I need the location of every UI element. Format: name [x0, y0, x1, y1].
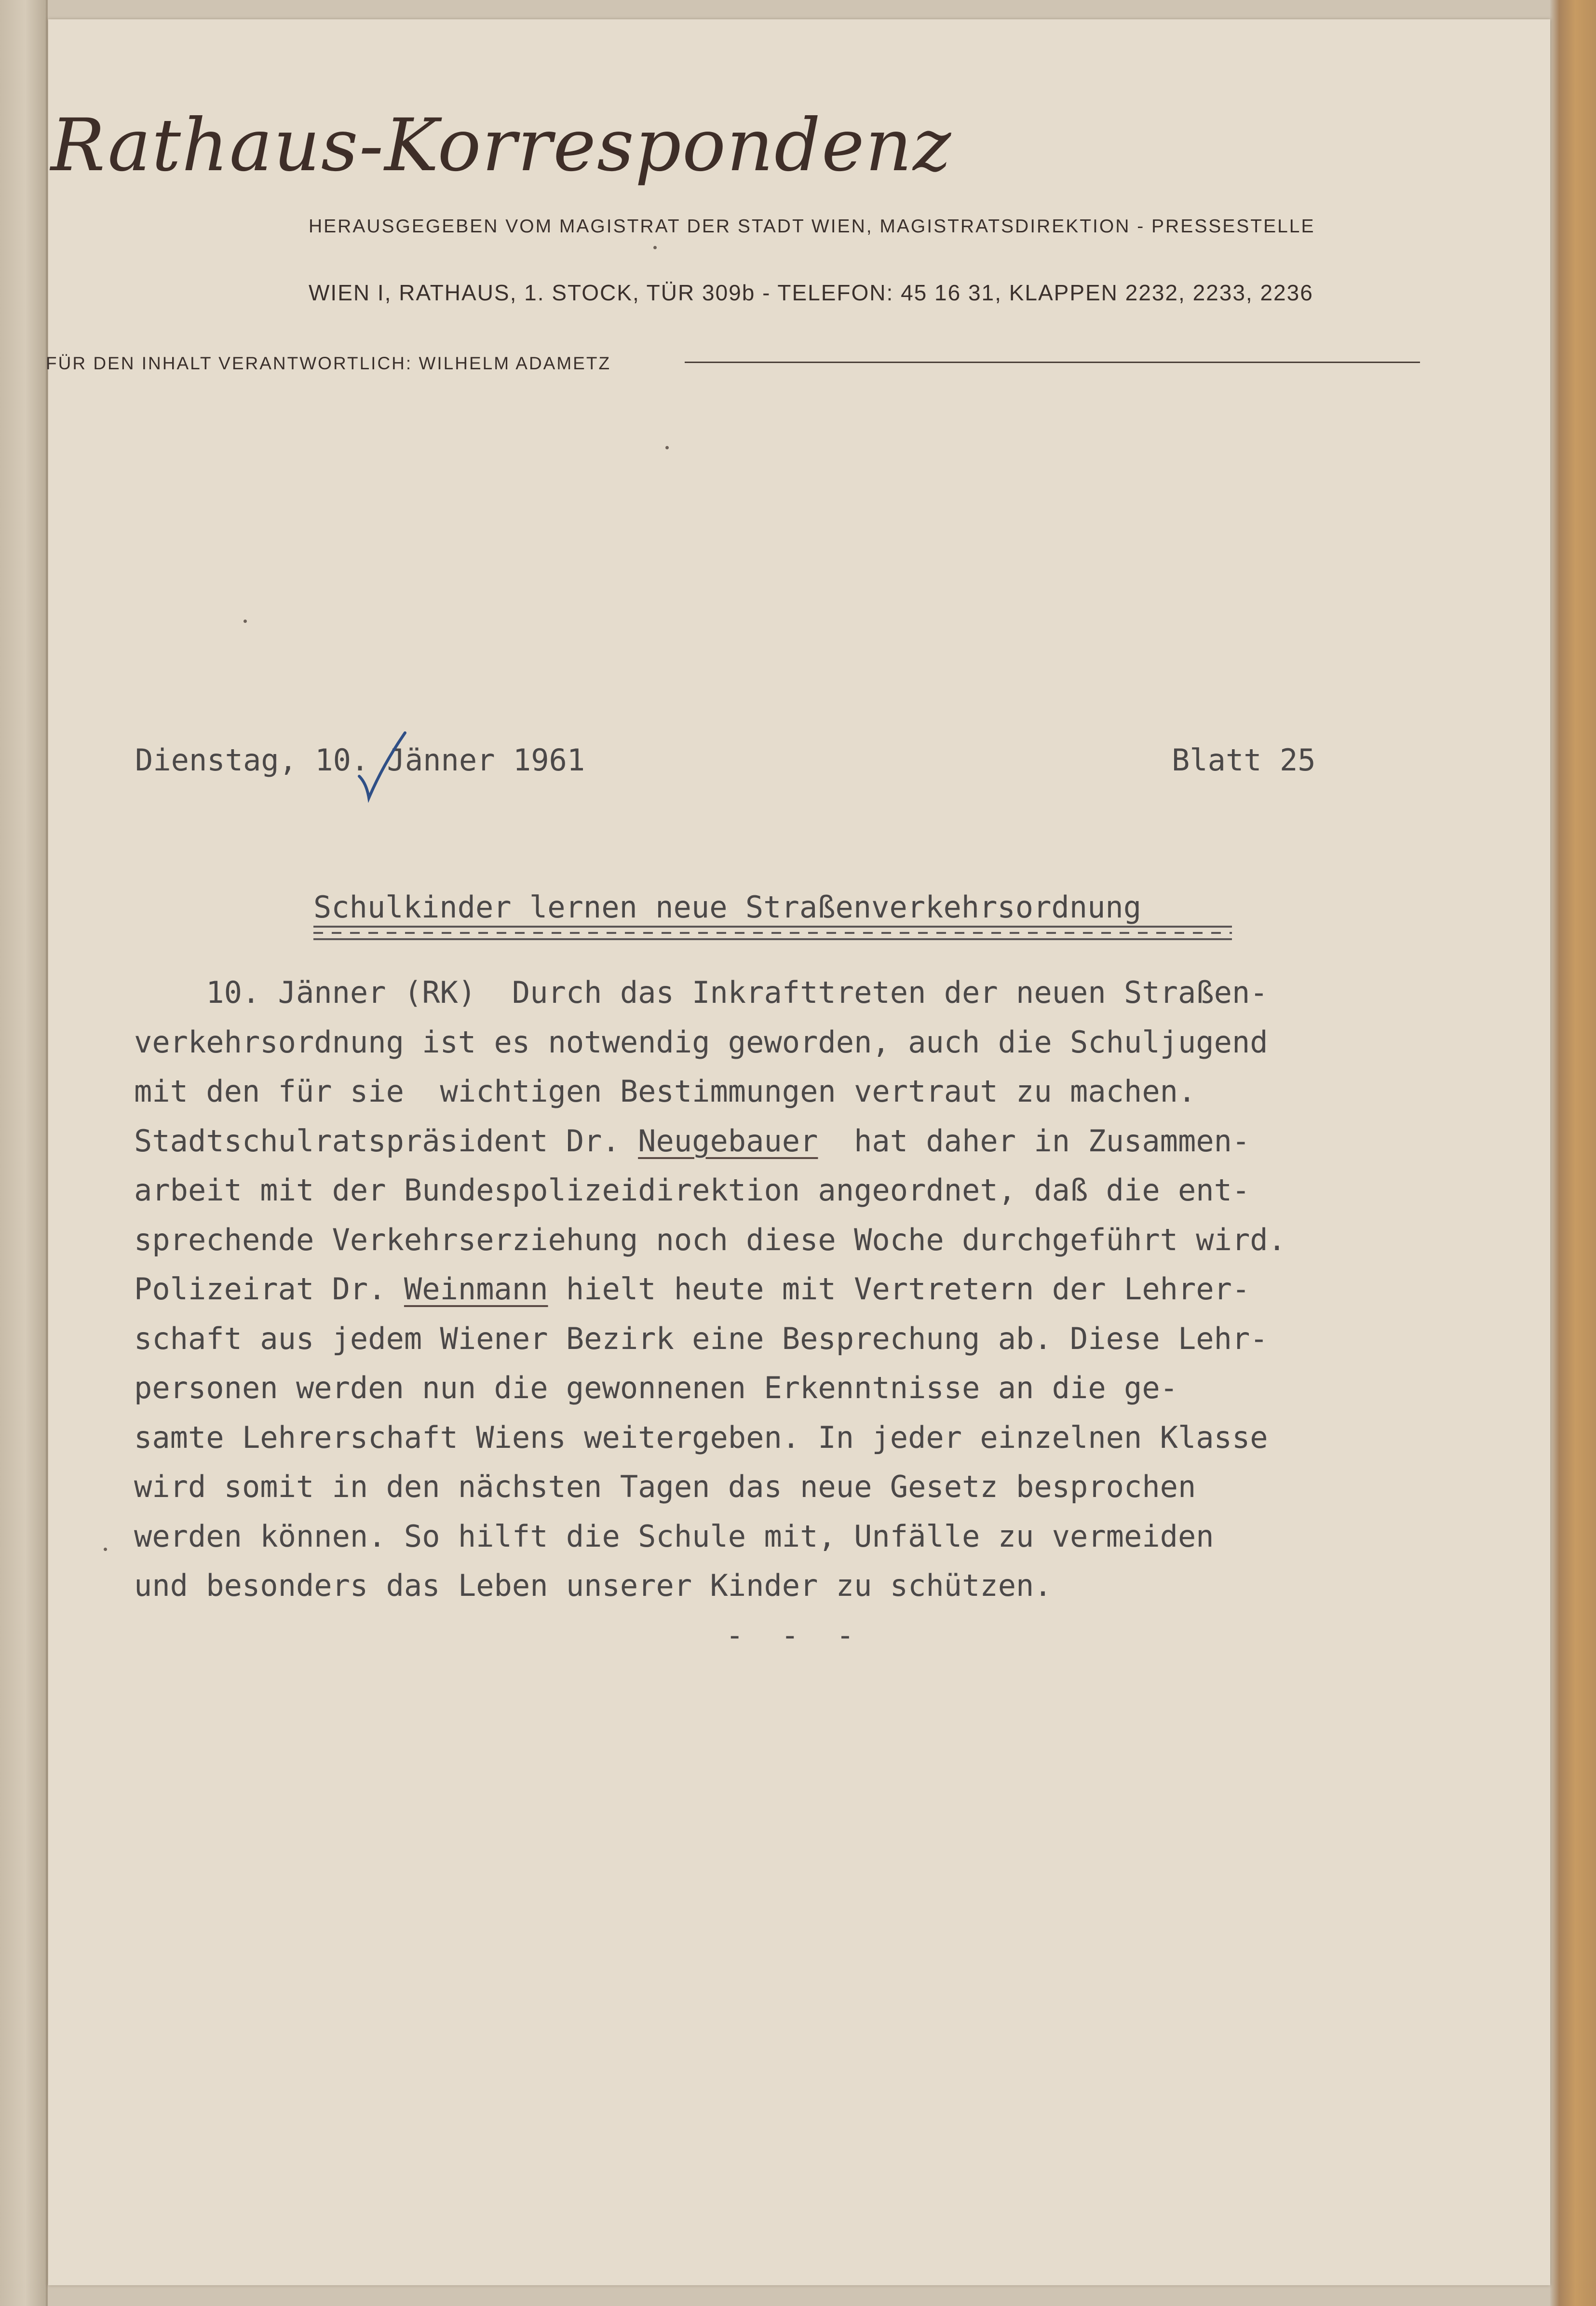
body-line — [134, 1314, 1436, 1364]
body-text-segment: Stadtschulratspräsident Dr. — [134, 1123, 638, 1159]
body-text-segment: mit den für sie wichtigen Bestimmungen vertraut zu machen. — [134, 1074, 1196, 1109]
underlined-name: Neugebauer — [638, 1123, 818, 1159]
page-number: Blatt 25 — [1172, 742, 1316, 778]
paper-speck — [665, 446, 669, 449]
body-text-segment: 10. Jänner (RK) Durch das Inkrafttreten der neuen Straßen- — [134, 975, 1268, 1010]
body-text-segment: hielt heute mit Vertretern der Lehrer- — [548, 1271, 1250, 1307]
body-text-segment: und besonders das Leben unserer Kinder zu schützen. — [134, 1568, 1052, 1603]
body-line — [134, 1512, 1436, 1562]
body-line — [134, 1462, 1436, 1512]
closing-mark: - - - — [726, 1618, 864, 1653]
body-text-segment: hat daher in Zusammen- — [818, 1123, 1250, 1159]
body-text-segment: samte Lehrerschaft Wiens weitergeben. In jeder einzelnen Klasse — [134, 1419, 1268, 1455]
publisher-line: HERAUSGEGEBEN VOM MAGISTRAT DER STADT WIEN, MAGISTRATSDIREKTION - PRESSESTELLE — [309, 216, 1315, 237]
body-line — [134, 1067, 1436, 1117]
body-line — [134, 1215, 1436, 1265]
left-page-edge — [0, 0, 48, 2306]
body-text-segment: personen werden nun die gewonnenen Erkenntnisse an die ge- — [134, 1370, 1178, 1405]
article-headline: Schulkinder lernen neue Straßenverkehrsordnung — [313, 890, 1142, 925]
date-line: Dienstag, 10. Jänner 1961 — [135, 742, 585, 778]
body-line — [134, 1363, 1436, 1413]
body-line — [134, 1413, 1436, 1463]
checkmark-icon — [354, 730, 407, 803]
body-text-segment: werden können. So hilft die Schule mit, Unfälle zu vermeiden — [134, 1518, 1214, 1554]
body-text-segment: Polizeirat Dr. — [134, 1271, 404, 1307]
article-body — [134, 968, 1436, 1611]
paper-speck — [104, 1548, 107, 1551]
paper-speck — [243, 620, 247, 623]
body-line — [134, 1117, 1436, 1166]
body-text-segment: verkehrsordnung ist es notwendig geworden, auch die Schuljugend — [134, 1024, 1268, 1060]
masthead-title: Rathaus-Korrespondenz — [51, 104, 952, 188]
address-line: WIEN I, RATHAUS, 1. STOCK, TÜR 309b - TELEFON: 45 16 31, KLAPPEN 2232, 2233, 2236 — [309, 280, 1313, 305]
underlined-name: Weinmann — [404, 1271, 548, 1307]
responsible-editor-line: FÜR DEN INHALT VERANTWORTLICH: WILHELM ADAMETZ — [46, 353, 611, 373]
book-binding-edge — [1550, 0, 1596, 2306]
paper-speck — [653, 246, 657, 249]
body-line — [134, 1018, 1436, 1067]
body-line — [134, 1561, 1436, 1611]
body-line — [134, 1265, 1436, 1314]
body-text-segment: arbeit mit der Bundespolizeidirektion angeordnet, daß die ent- — [134, 1173, 1250, 1208]
body-text-segment: sprechende Verkehrserziehung noch diese Woche durchgeführt wird. — [134, 1222, 1286, 1257]
masthead-rule — [685, 362, 1420, 363]
body-line — [134, 968, 1436, 1018]
body-text-segment: schaft aus jedem Wiener Bezirk eine Besprechung ab. Diese Lehr- — [134, 1321, 1268, 1356]
body-line — [134, 1166, 1436, 1215]
headline-double-underline — [313, 926, 1232, 940]
body-text-segment: wird somit in den nächsten Tagen das neue Gesetz besprochen — [134, 1469, 1196, 1504]
